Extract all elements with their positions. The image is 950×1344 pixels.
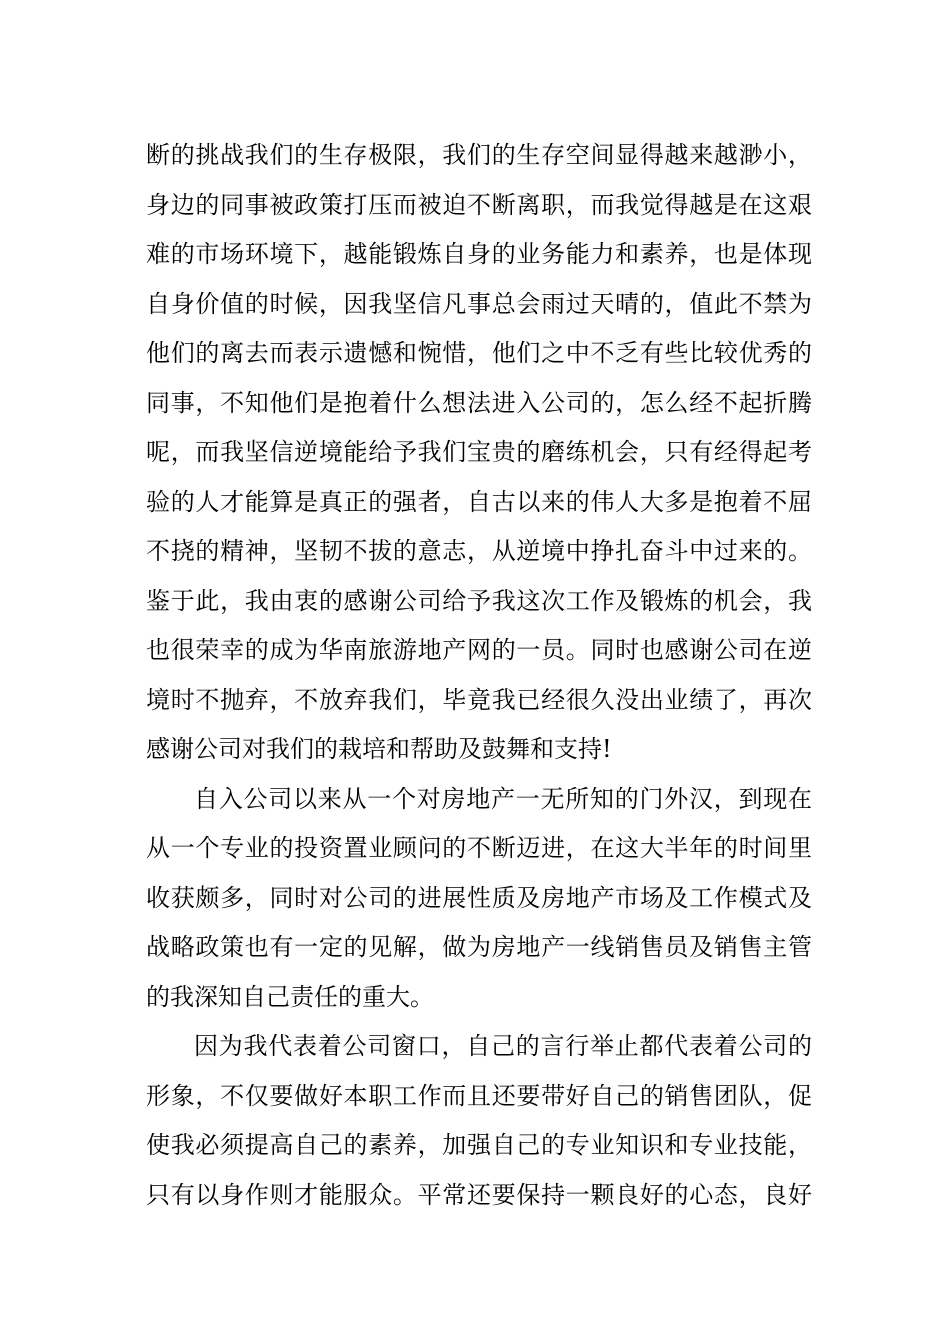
text-line: 他们的离去而表示遗憾和惋惜，他们之中不乏有些比较优秀的 (146, 339, 812, 367)
text-line: 身边的同事被政策打压而被迫不断离职，而我觉得越是在这艰 (146, 190, 812, 219)
text-line: 战略政策也有一定的见解，做为房地产一线销售员及销售主管 (146, 933, 812, 961)
text-line: 使我必须提高自己的素养，加强自己的专业知识和专业技能， (146, 1131, 812, 1159)
text-line: 只有以身作则才能服众。平常还要保持一颗良好的心态，良好 (146, 1180, 812, 1209)
text-line: 鉴于此，我由衷的感谢公司给予我这次工作及锻炼的机会，我 (146, 586, 812, 615)
text-line: 感谢公司对我们的栽培和帮助及鼓舞和支持! (146, 735, 612, 763)
text-line: 收获颇多，同时对公司的进展性质及房地产市场及工作模式及 (146, 883, 812, 912)
paragraph-2 (146, 775, 812, 1023)
text-line: 自身价值的时候，因我坚信凡事总会雨过天晴的，值此不禁为 (146, 289, 812, 318)
text-line: 因为我代表着公司窗口，自己的言行举止都代表着公司的 (194, 1032, 812, 1060)
text-line: 验的人才能算是真正的强者，自古以来的伟人大多是抱着不屈 (146, 487, 812, 516)
document-body (146, 131, 812, 1220)
text-line: 呢，而我坚信逆境能给予我们宝贵的磨练机会，只有经得起考 (146, 438, 812, 466)
paragraph-1 (146, 131, 812, 775)
text-line: 断的挑战我们的生存极限，我们的生存空间显得越来越渺小， (146, 141, 812, 169)
text-line: 难的市场环境下，越能锻炼自身的业务能力和素养，也是体现 (146, 240, 812, 268)
text-line: 自入公司以来从一个对房地产一无所知的门外汉，到现在 (194, 784, 812, 813)
paragraph-3 (146, 1022, 812, 1220)
text-line: 的我深知自己责任的重大。 (146, 982, 434, 1011)
text-line: 境时不抛弃，不放弃我们，毕竟我已经很久没出业绩了，再次 (146, 685, 812, 714)
text-line: 也很荣幸的成为华南旅游地产网的一员。同时也感谢公司在逆 (146, 636, 812, 664)
text-line: 形象，不仅要做好本职工作而且还要带好自己的销售团队，促 (146, 1081, 812, 1110)
text-line: 不挠的精神，坚韧不拔的意志，从逆境中挣扎奋斗中过来的。 (146, 537, 812, 565)
text-line: 同事，不知他们是抱着什么想法进入公司的，怎么经不起折腾 (146, 388, 812, 417)
text-line: 从一个专业的投资置业顾问的不断迈进，在这大半年的时间里 (146, 834, 812, 862)
